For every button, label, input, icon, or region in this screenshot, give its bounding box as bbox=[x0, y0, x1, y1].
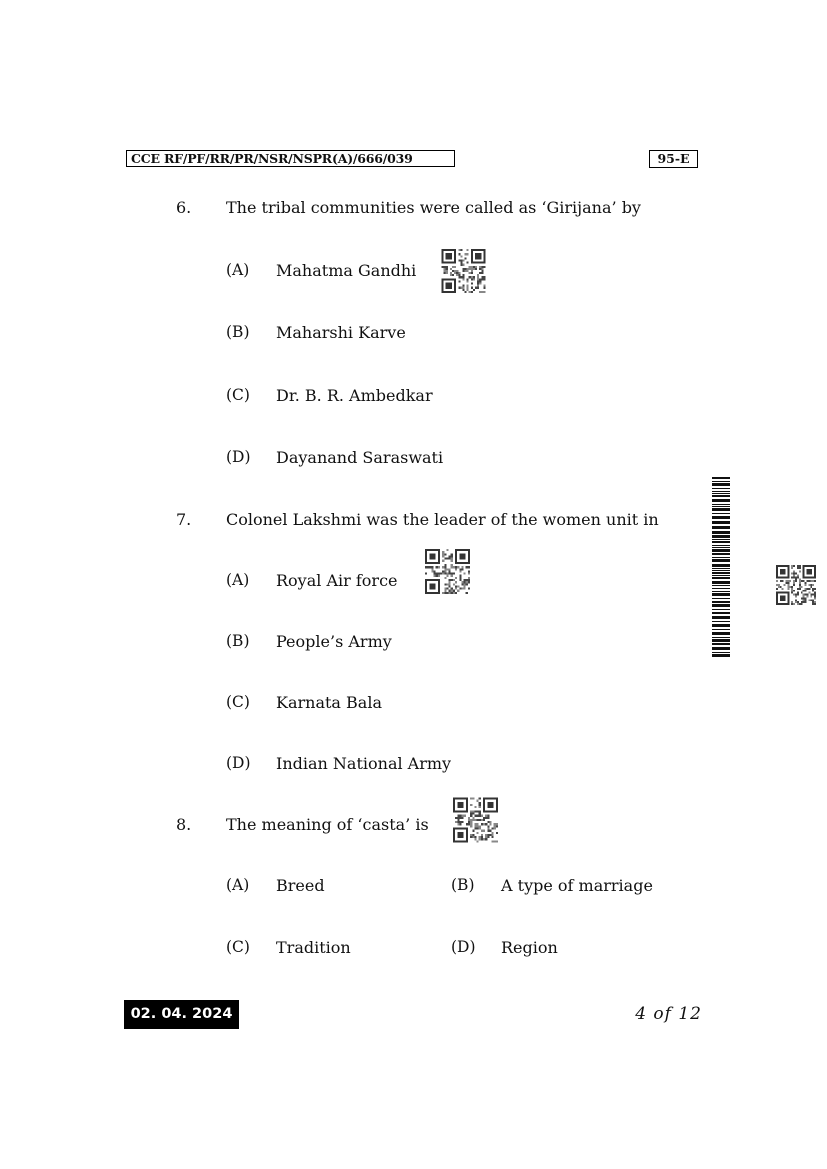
question-number: 8. bbox=[176, 815, 192, 834]
option-label: (B) bbox=[451, 876, 475, 894]
option-text: Karnata Bala bbox=[276, 693, 382, 712]
question-number: 6. bbox=[176, 198, 192, 217]
option-label: (B) bbox=[226, 323, 250, 341]
qr-code-icon bbox=[441, 249, 486, 293]
option-label: (D) bbox=[451, 938, 476, 956]
page-number: 4 of 12 bbox=[635, 1004, 702, 1024]
option-label: (C) bbox=[226, 693, 250, 711]
question-text: Colonel Lakshmi was the leader of the women unit in bbox=[226, 510, 659, 529]
barcode-icon bbox=[712, 477, 730, 658]
question-text: The tribal communities were called as ‘Girijana’ by bbox=[226, 198, 641, 217]
option-text: Breed bbox=[276, 876, 325, 895]
option-text: Royal Air force bbox=[276, 571, 398, 590]
option-label: (A) bbox=[226, 876, 250, 894]
option-label: (A) bbox=[226, 571, 250, 589]
option-text: Region bbox=[501, 938, 558, 957]
qr-code-icon bbox=[425, 549, 470, 594]
option-text: People’s Army bbox=[276, 632, 392, 651]
option-label: (A) bbox=[226, 261, 250, 279]
option-label: (C) bbox=[226, 386, 250, 404]
exam-code: CCE RF/PF/RR/PR/NSR/NSPR(A)/666/039 bbox=[126, 150, 455, 167]
option-text: Dayanand Saraswati bbox=[276, 448, 444, 467]
option-text: Maharshi Karve bbox=[276, 323, 406, 342]
option-text: Tradition bbox=[276, 938, 351, 957]
question-text: The meaning of ‘casta’ is bbox=[226, 815, 429, 834]
version-code: 95-E bbox=[649, 150, 698, 168]
question-number: 7. bbox=[176, 510, 192, 529]
option-text: Indian National Army bbox=[276, 754, 452, 773]
option-label: (D) bbox=[226, 754, 251, 772]
option-label: (C) bbox=[226, 938, 250, 956]
option-label: (B) bbox=[226, 632, 250, 650]
option-text: A type of marriage bbox=[501, 876, 653, 895]
qr-code-icon bbox=[453, 797, 498, 843]
option-text: Dr. B. R. Ambedkar bbox=[276, 386, 433, 405]
qr-code-icon bbox=[776, 565, 816, 605]
option-label: (D) bbox=[226, 448, 251, 466]
exam-date: 02. 04. 2024 bbox=[124, 1000, 239, 1029]
option-text: Mahatma Gandhi bbox=[276, 261, 417, 280]
